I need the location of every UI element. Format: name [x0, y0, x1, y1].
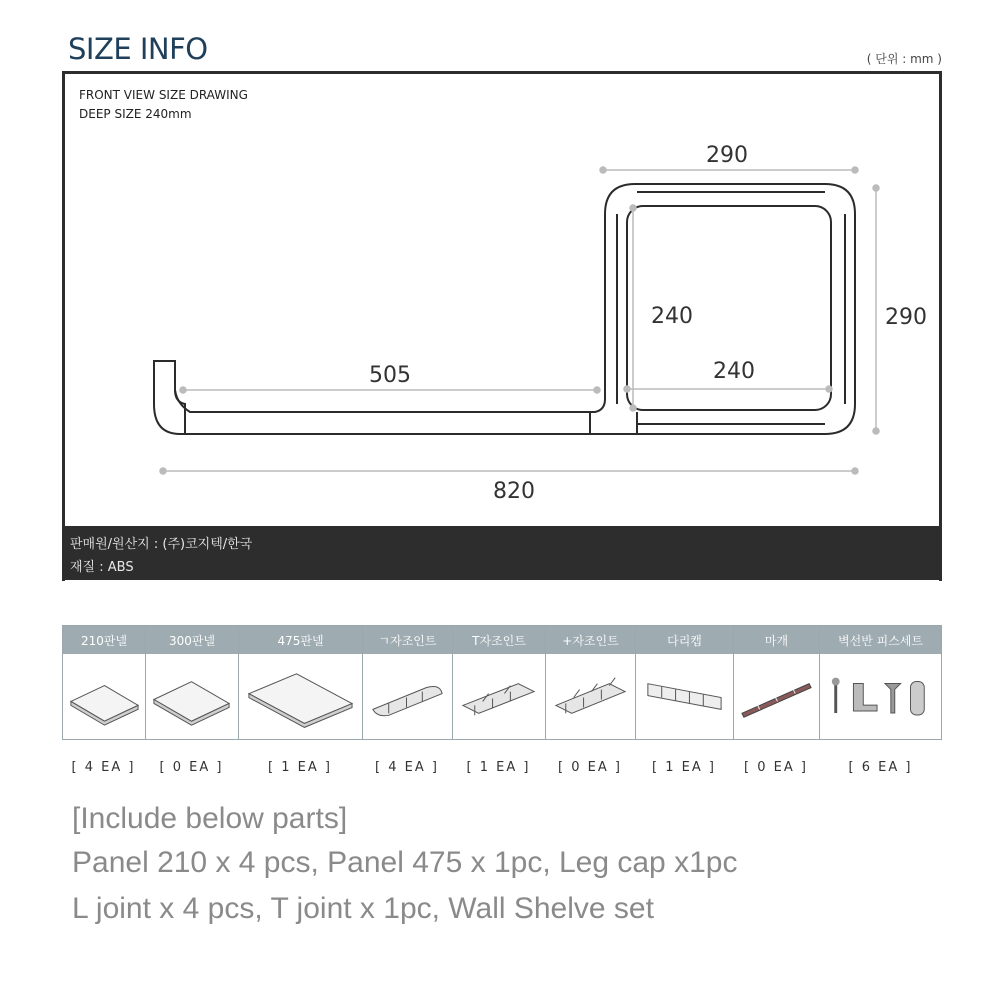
- part-name: 210판넬: [63, 626, 145, 654]
- dim-inner-height: 240: [651, 304, 693, 329]
- include-parts-line: L joint x 4 pcs, T joint x 1pc, Wall Shelve set: [72, 892, 654, 925]
- dim-outer-height: 290: [885, 305, 927, 330]
- screw-set-icon: [820, 654, 941, 739]
- include-parts-line: Panel 210 x 4 pcs, Panel 475 x 1pc, Leg cap x1pc: [72, 846, 738, 879]
- part-cell: [734, 626, 820, 739]
- part-qty: [ 4 EA ]: [71, 760, 136, 775]
- leg-cap-icon: [636, 654, 733, 739]
- panel-300-icon: [146, 654, 238, 739]
- drawing-frame: [62, 71, 942, 581]
- dim-top-width: 290: [706, 143, 748, 168]
- part-name: 벽선반 피스세트: [820, 626, 941, 654]
- stopper-icon: [734, 654, 819, 739]
- panel-210-icon: [63, 654, 145, 739]
- part-qty: [ 0 EA ]: [159, 760, 224, 775]
- part-qty: [ 1 EA ]: [652, 760, 716, 775]
- material: 재질 : ABS: [70, 560, 134, 575]
- product-info-bar: [62, 526, 942, 580]
- part-cell: [239, 626, 363, 739]
- part-name: 475판넬: [239, 626, 362, 654]
- part-name: ㄱ자조인트: [363, 626, 452, 654]
- leg-cap-shape: [154, 361, 185, 434]
- dim-inner-width: 240: [713, 359, 755, 384]
- panel-475-icon: [239, 654, 362, 739]
- drawing-title: FRONT VIEW SIZE DRAWING: [79, 88, 248, 102]
- parts-table: [62, 625, 942, 740]
- part-cell: [453, 626, 546, 739]
- front-view-drawing: [65, 74, 939, 529]
- part-name: +자조인트: [546, 626, 635, 654]
- part-cell: [820, 626, 941, 739]
- part-cell: [146, 626, 239, 739]
- t-joint-icon: [453, 654, 545, 739]
- part-name: 마개: [734, 626, 819, 654]
- part-cell: [546, 626, 636, 739]
- part-cell: [636, 626, 734, 739]
- part-name: 300판넬: [146, 626, 238, 654]
- part-name: 다리캡: [636, 626, 733, 654]
- part-cell: [63, 626, 146, 739]
- cross-joint-icon: [546, 654, 635, 739]
- dim-shelf-length: 505: [369, 363, 411, 388]
- part-qty: [ 0 EA ]: [744, 760, 808, 775]
- part-qty: [ 1 EA ]: [268, 760, 332, 775]
- dim-total-length: 820: [493, 479, 535, 504]
- l-joint-icon: [363, 654, 452, 739]
- include-parts-heading: [Include below parts]: [72, 802, 348, 835]
- seller-origin: 판매원/원산지 : (주)코지텍/한국: [70, 537, 253, 552]
- part-qty: [ 4 EA ]: [375, 760, 439, 775]
- part-qty: [ 6 EA ]: [848, 760, 913, 775]
- part-name: T자조인트: [453, 626, 545, 654]
- part-qty: [ 0 EA ]: [558, 760, 622, 775]
- part-qty: [ 1 EA ]: [466, 760, 531, 775]
- unit-label: ( 단위 : mm ): [866, 52, 942, 66]
- long-shelf-shape: [175, 184, 855, 434]
- deep-size-label: DEEP SIZE 240mm: [79, 107, 192, 121]
- part-cell: [363, 626, 453, 739]
- page-title: SIZE INFO: [68, 32, 208, 66]
